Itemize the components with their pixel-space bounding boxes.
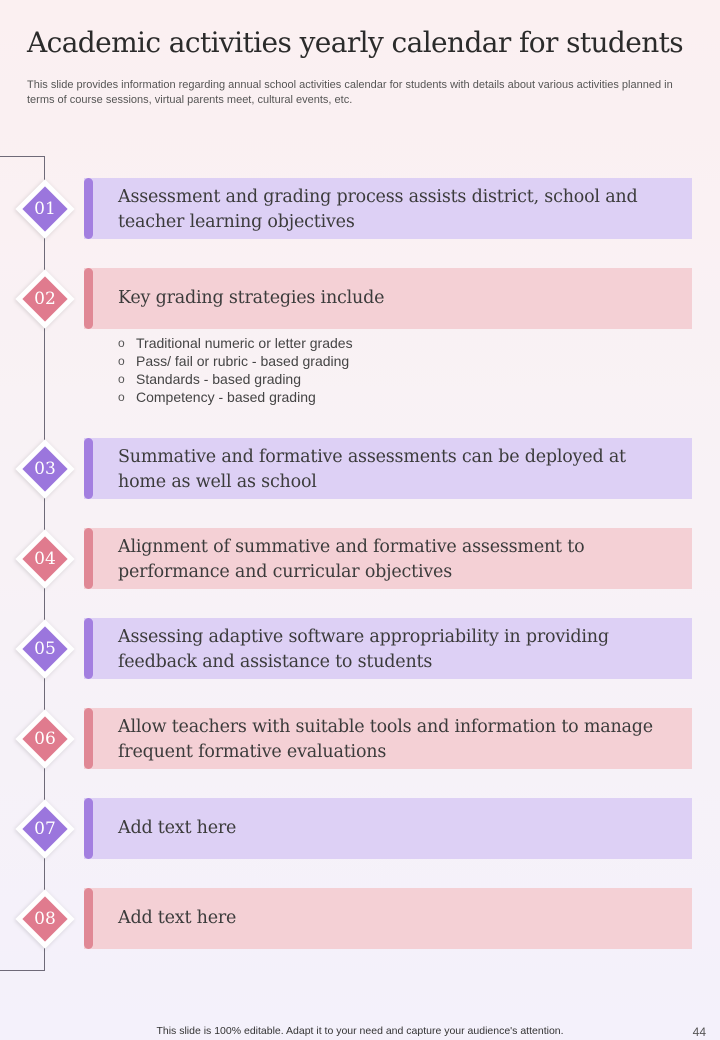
step-number: 06 bbox=[34, 729, 56, 749]
step-number: 01 bbox=[34, 199, 56, 219]
step-number: 03 bbox=[34, 459, 56, 479]
step-badge bbox=[14, 528, 76, 590]
step-badge bbox=[14, 268, 76, 330]
step-text: Add text here bbox=[118, 818, 237, 838]
step-number: 07 bbox=[34, 819, 56, 839]
step-text: Assessment and grading process assists district, school and teacher learning objectives bbox=[118, 187, 638, 232]
step-badge bbox=[14, 618, 76, 680]
list-item-text: Standards - based grading bbox=[136, 371, 301, 387]
bullet-marker: o bbox=[118, 354, 125, 368]
bullet-marker: o bbox=[118, 336, 125, 350]
list-item bbox=[118, 352, 353, 370]
step-badge bbox=[14, 438, 76, 500]
timeline-bottom-tick bbox=[0, 970, 45, 971]
step-number: 04 bbox=[34, 549, 56, 569]
step-text: Summative and formative assessments can be deployed at home as well as school bbox=[118, 447, 626, 492]
bullet-marker: o bbox=[118, 372, 125, 386]
step-accent-bar bbox=[84, 268, 93, 329]
step-badge bbox=[14, 178, 76, 240]
step-text: Assessing adaptive software appropriability in providing feedback and assistance to students bbox=[118, 627, 609, 672]
list-item bbox=[118, 334, 353, 352]
step-accent-bar bbox=[84, 618, 93, 679]
step-number: 08 bbox=[34, 909, 56, 929]
page-title: Academic activities yearly calendar for students bbox=[27, 26, 684, 59]
list-item-text: Competency - based grading bbox=[136, 389, 316, 405]
list-item-text: Pass/ fail or rubric - based grading bbox=[136, 353, 350, 369]
step-accent-bar bbox=[84, 528, 93, 589]
step-accent-bar bbox=[84, 798, 93, 859]
step-accent-bar bbox=[84, 438, 93, 499]
step-text: Alignment of summative and formative assessment to performance and curricular objectives bbox=[118, 537, 585, 582]
step-badge bbox=[14, 708, 76, 770]
step-badge bbox=[14, 888, 76, 950]
step-accent-bar bbox=[84, 178, 93, 239]
step-text: Allow teachers with suitable tools and information to manage frequent formative evaluations bbox=[118, 717, 653, 762]
step-number: 05 bbox=[34, 639, 56, 659]
list-item bbox=[118, 370, 353, 388]
grading-strategies-list bbox=[118, 334, 353, 406]
step-accent-bar bbox=[84, 888, 93, 949]
list-item-text: Traditional numeric or letter grades bbox=[136, 335, 353, 351]
step-text: Add text here bbox=[118, 908, 237, 928]
footer-note: This slide is 100% editable. Adapt it to your need and capture your audience's attention. bbox=[156, 1025, 564, 1037]
step-number: 02 bbox=[34, 289, 56, 309]
step-badge bbox=[14, 798, 76, 860]
timeline-top-tick bbox=[0, 156, 45, 157]
page-number: 44 bbox=[692, 1025, 706, 1039]
bullet-marker: o bbox=[118, 390, 125, 404]
page-subtitle: This slide provides information regarding annual school activities calendar for students with details about various activities planned in terms of course sessions, virtual parents meet, cultural events, etc. bbox=[27, 79, 673, 106]
list-item bbox=[118, 388, 353, 406]
step-text: Key grading strategies include bbox=[118, 288, 385, 308]
step-accent-bar bbox=[84, 708, 93, 769]
